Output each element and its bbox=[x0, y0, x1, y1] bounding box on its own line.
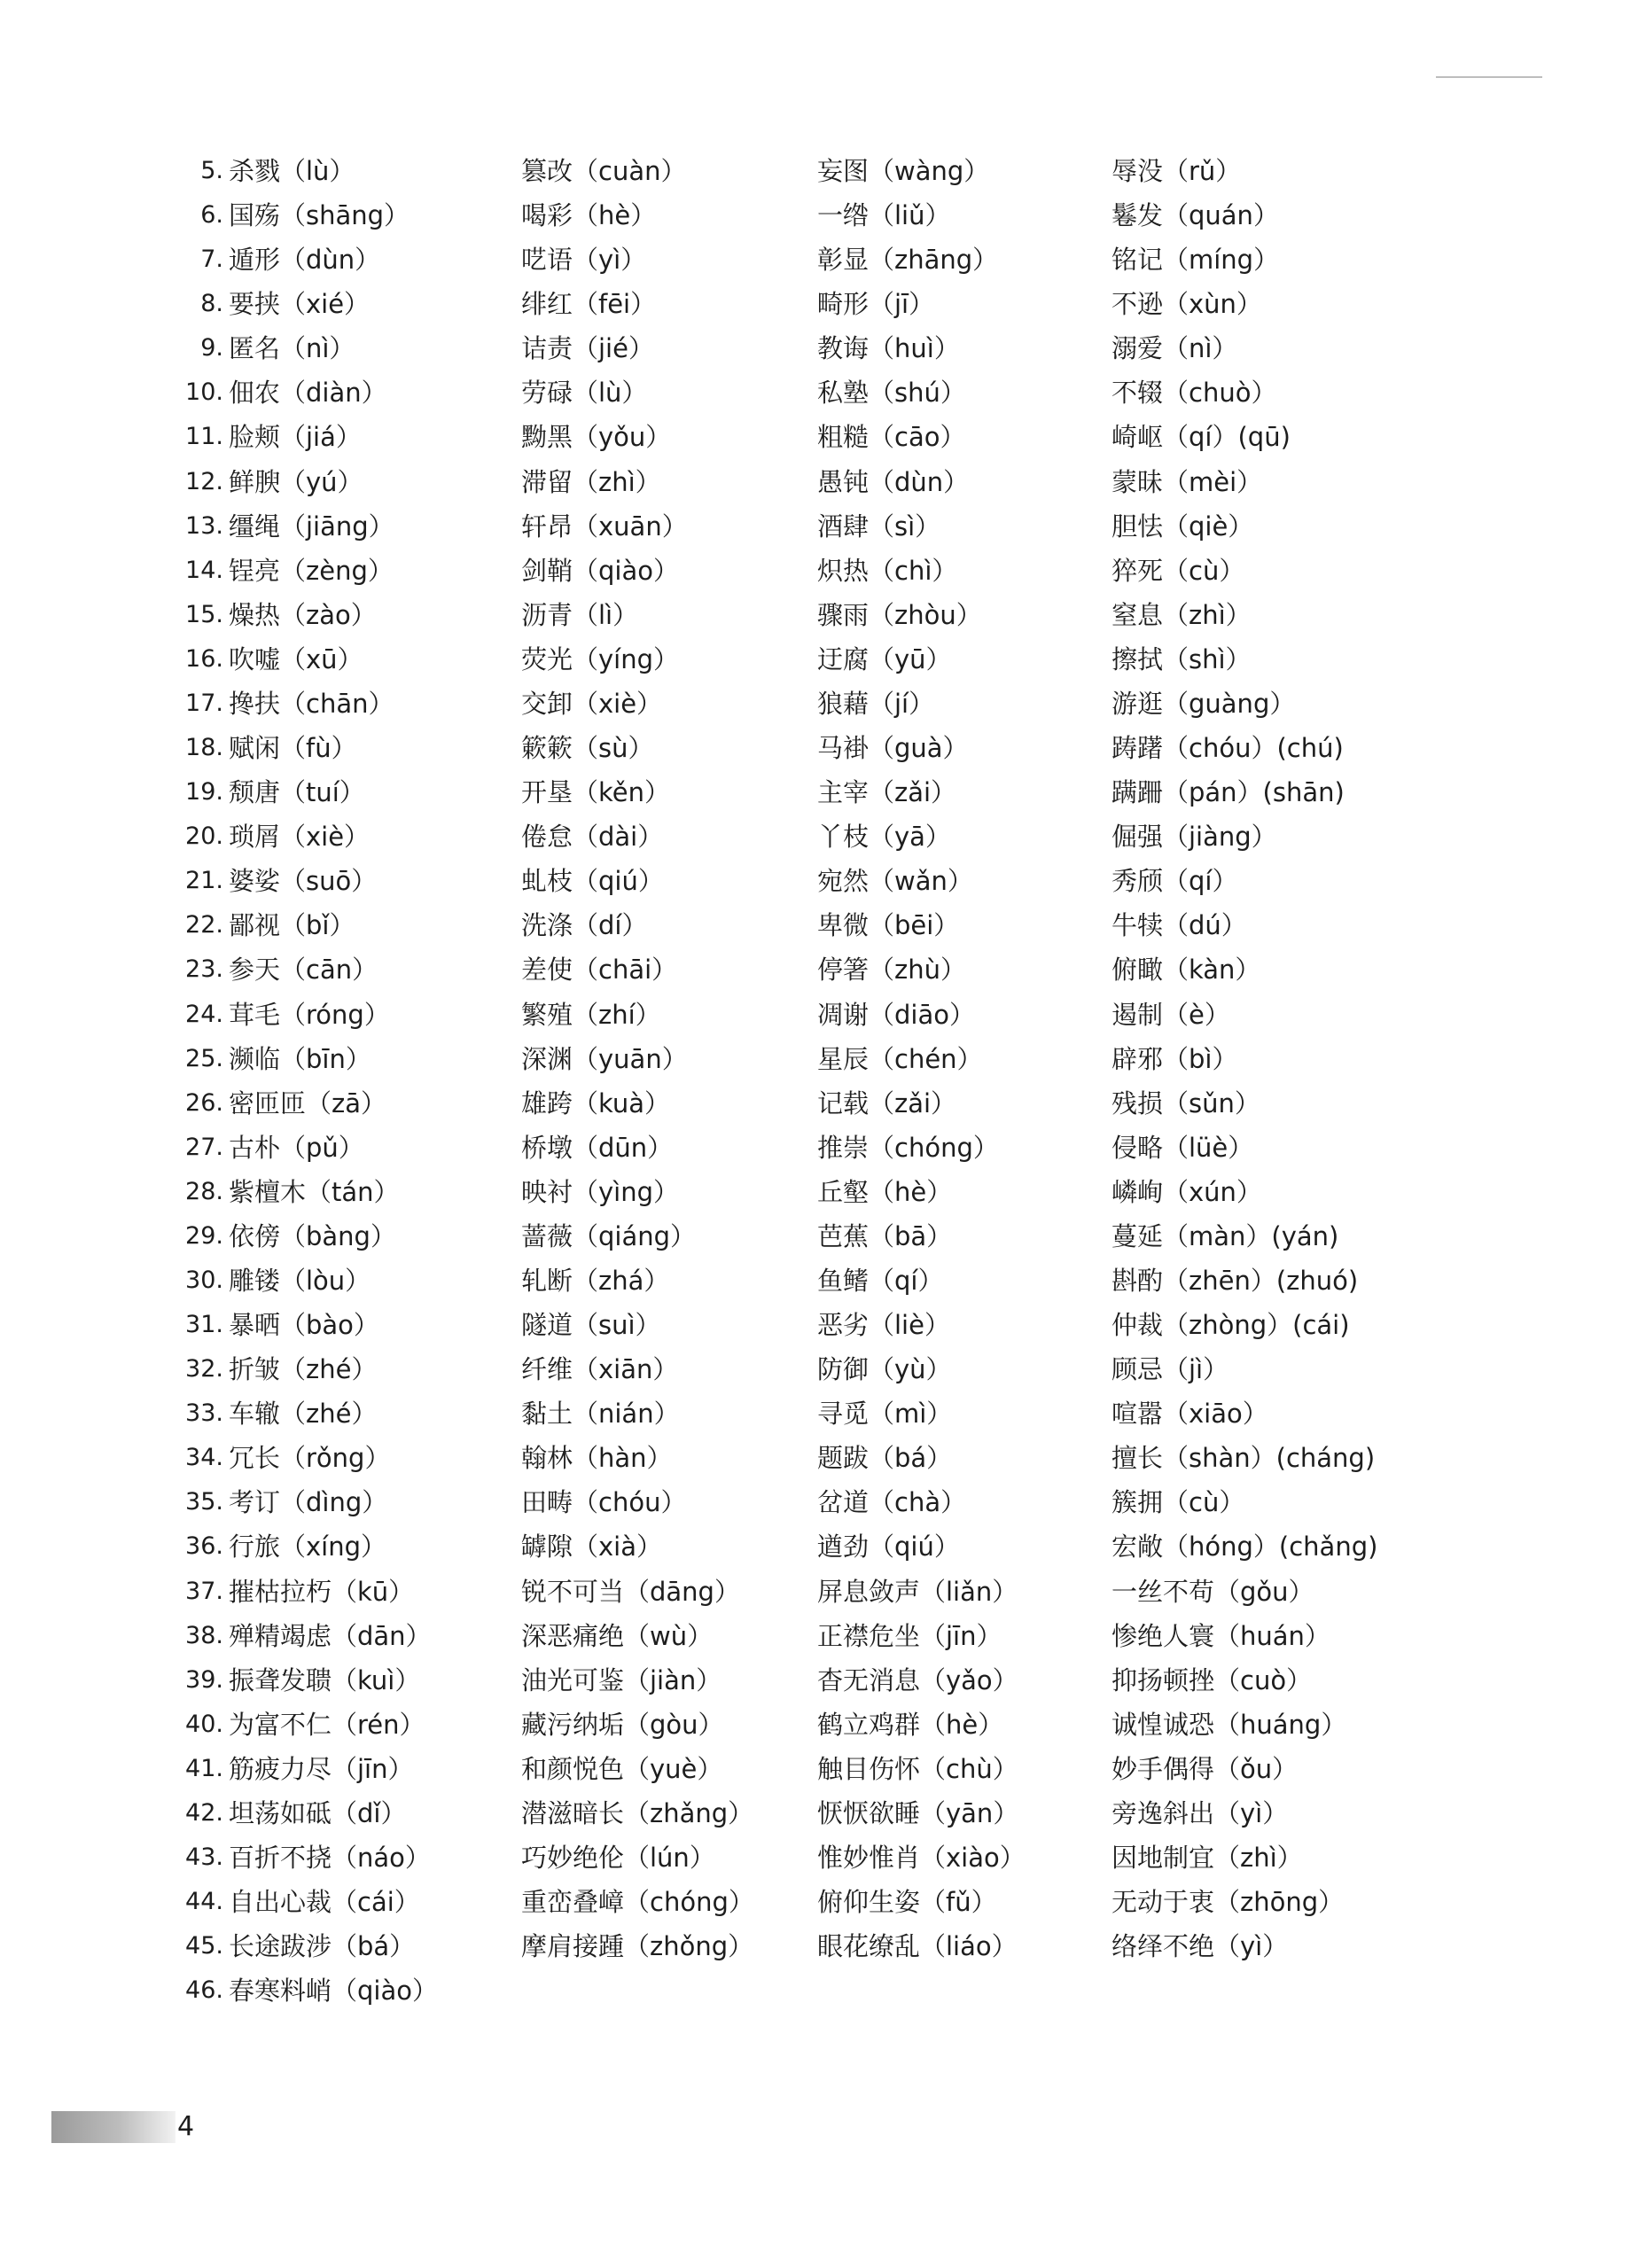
word-entry: 卑微（bēi） bbox=[817, 910, 960, 941]
item-number: 8. bbox=[200, 290, 223, 318]
word-entry: 摧枯拉朽（kū） bbox=[229, 1576, 415, 1607]
word-entry: 辱没（rǔ） bbox=[1112, 156, 1242, 186]
list-row bbox=[0, 370, 1638, 415]
word-entry: 遒劲（qiú） bbox=[817, 1531, 960, 1563]
word-entry: 踌躇（chóu）(chú) bbox=[1112, 733, 1344, 764]
word-entry: 迂腐（yū） bbox=[817, 643, 952, 674]
word-entry: 滞留（zhì） bbox=[521, 466, 661, 497]
item-number: 38. bbox=[185, 1621, 223, 1649]
word-entry: 筋疲力尽（jīn） bbox=[229, 1753, 414, 1784]
list-row bbox=[0, 903, 1638, 947]
item-number: 12. bbox=[185, 467, 223, 495]
word-entry: 雄跨（kuà） bbox=[521, 1087, 671, 1118]
list-row bbox=[0, 415, 1638, 459]
word-entry: 凋谢（diāo） bbox=[817, 999, 975, 1030]
word-entry: 开垦（kěn） bbox=[521, 777, 670, 808]
word-entry: 喧嚣（xiāo） bbox=[1112, 1399, 1268, 1430]
word-entry: 簌簌（sù） bbox=[521, 733, 654, 764]
word-entry: 仲裁（zhòng）(cái) bbox=[1112, 1310, 1350, 1341]
word-entry: 车辙（zhé） bbox=[229, 1399, 378, 1430]
item-number: 9. bbox=[200, 334, 223, 362]
word-entry: 绯红（fēi） bbox=[521, 289, 657, 320]
word-entry: 遁形（dùn） bbox=[229, 245, 381, 276]
word-entry: 暴晒（bào） bbox=[229, 1310, 379, 1341]
list-row bbox=[0, 770, 1638, 814]
word-entry: 无动于衷（zhōng） bbox=[1112, 1887, 1345, 1918]
word-entry: 差使（chāi） bbox=[521, 955, 678, 986]
word-entry: 春寒料峭（qiào） bbox=[229, 1976, 438, 2007]
word-entry: 剑鞘（qiào） bbox=[521, 555, 679, 586]
word-entry: 洗涤（dí） bbox=[521, 910, 648, 941]
list-row bbox=[0, 1835, 1638, 1880]
word-entry: 胆怯（qiè） bbox=[1112, 510, 1254, 542]
item-number: 44. bbox=[185, 1888, 223, 1916]
word-entry: 潜滋暗长（zhǎng） bbox=[521, 1797, 754, 1828]
item-number: 33. bbox=[185, 1399, 223, 1428]
word-entry: 参天（cān） bbox=[229, 955, 378, 986]
list-row bbox=[0, 1614, 1638, 1658]
word-entry: 婆娑（suō） bbox=[229, 866, 378, 897]
item-number: 24. bbox=[185, 1000, 223, 1028]
word-entry: 簇拥（cù） bbox=[1112, 1487, 1245, 1518]
word-entry: 篡改（cuàn） bbox=[521, 156, 687, 186]
word-entry: 国殇（shāng） bbox=[229, 200, 410, 231]
item-number: 39. bbox=[185, 1665, 223, 1694]
list-row bbox=[0, 1480, 1638, 1524]
word-entry: 俯瞰（kàn） bbox=[1112, 955, 1261, 986]
word-entry: 殚精竭虑（dān） bbox=[229, 1620, 432, 1651]
word-entry: 行旅（xíng） bbox=[229, 1531, 387, 1563]
word-entry: 残损（sǔn） bbox=[1112, 1087, 1260, 1118]
word-entry: 纤维（xiān） bbox=[521, 1354, 679, 1385]
word-entry: 百折不挠（náo） bbox=[229, 1843, 431, 1874]
word-entry: 鄙视（bǐ） bbox=[229, 910, 355, 941]
item-number: 21. bbox=[185, 867, 223, 895]
word-entry: 沥青（lì） bbox=[521, 599, 639, 630]
word-entry: 濒临（bīn） bbox=[229, 1043, 371, 1074]
word-entry: 蔓延（màn）(yán) bbox=[1112, 1220, 1339, 1251]
word-entry: 畸形（jī） bbox=[817, 289, 935, 320]
word-entry: 黝黑（yǒu） bbox=[521, 422, 672, 453]
word-entry: 一丝不苟（gǒu） bbox=[1112, 1576, 1314, 1607]
footer-bar bbox=[51, 2111, 176, 2143]
word-entry: 擦拭（shì） bbox=[1112, 643, 1252, 674]
word-entry: 要挟（xié） bbox=[229, 289, 370, 320]
word-entry: 抑扬顿挫（cuò） bbox=[1112, 1664, 1313, 1695]
list-row bbox=[0, 814, 1638, 859]
list-row bbox=[0, 1436, 1638, 1480]
list-row bbox=[0, 1747, 1638, 1791]
word-entry: 呓语（yì） bbox=[521, 245, 647, 276]
word-entry: 嶙峋（xún） bbox=[1112, 1176, 1262, 1207]
list-row bbox=[0, 326, 1638, 370]
word-entry: 坦荡如砥（dǐ） bbox=[229, 1797, 407, 1828]
word-entry: 推崇（chóng） bbox=[817, 1132, 999, 1163]
item-number: 23. bbox=[185, 955, 223, 984]
word-entry: 恹恹欲睡（yān） bbox=[817, 1797, 1019, 1828]
list-row bbox=[0, 549, 1638, 593]
word-entry: 深渊（yuān） bbox=[521, 1043, 688, 1074]
word-entry: 虬枝（qiú） bbox=[521, 866, 664, 897]
item-number: 6. bbox=[200, 201, 223, 230]
word-entry: 络绎不绝（yì） bbox=[1112, 1931, 1289, 1962]
list-row bbox=[0, 1570, 1638, 1614]
word-entry: 田畴（chóu） bbox=[521, 1487, 687, 1518]
item-number: 34. bbox=[185, 1444, 223, 1472]
word-entry: 俯仰生姿（fǔ） bbox=[817, 1887, 997, 1918]
word-entry: 依傍（bàng） bbox=[229, 1220, 396, 1251]
word-entry: 赋闲（fù） bbox=[229, 733, 357, 764]
word-entry: 振聋发聩（kuì） bbox=[229, 1664, 421, 1695]
item-number: 30. bbox=[185, 1266, 223, 1294]
word-entry: 遏制（è） bbox=[1112, 999, 1230, 1030]
word-entry: 为富不仁（rén） bbox=[229, 1709, 425, 1740]
word-entry: 摩肩接踵（zhǒng） bbox=[521, 1931, 754, 1962]
word-entry: 芭蕉（bā） bbox=[817, 1220, 953, 1251]
word-entry: 教诲（huì） bbox=[817, 333, 960, 364]
item-number: 22. bbox=[185, 911, 223, 939]
item-number: 10. bbox=[185, 378, 223, 407]
list-row bbox=[0, 947, 1638, 992]
word-entry: 宛然（wǎn） bbox=[817, 866, 973, 897]
word-entry: 彰显（zhāng） bbox=[817, 245, 999, 276]
word-entry: 隧道（suì） bbox=[521, 1310, 661, 1341]
word-entry: 猝死（cù） bbox=[1112, 555, 1245, 586]
word-entry: 不辍（chuò） bbox=[1112, 378, 1277, 409]
word-entry: 铭记（míng） bbox=[1112, 245, 1280, 276]
word-entry: 炽热（chì） bbox=[817, 555, 958, 586]
word-entry: 眼花缭乱（liáo） bbox=[817, 1931, 1018, 1962]
word-entry: 荧光（yíng） bbox=[521, 643, 680, 674]
word-entry: 侵略（lüè） bbox=[1112, 1132, 1254, 1163]
word-entry: 桥墩（dūn） bbox=[521, 1132, 674, 1163]
word-entry: 骤雨（zhòu） bbox=[817, 599, 982, 630]
word-entry: 一绺（liǔ） bbox=[817, 200, 951, 231]
item-number: 14. bbox=[185, 556, 223, 584]
word-entry: 愚钝（dùn） bbox=[817, 466, 970, 497]
word-entry: 溺爱（nì） bbox=[1112, 333, 1238, 364]
item-number: 42. bbox=[185, 1798, 223, 1827]
word-entry: 正襟危坐（jīn） bbox=[817, 1620, 1002, 1651]
word-entry: 马褂（guà） bbox=[817, 733, 969, 764]
word-entry: 自出心裁（cái） bbox=[229, 1887, 420, 1918]
word-entry: 劳碌（lù） bbox=[521, 378, 648, 409]
item-number: 15. bbox=[185, 600, 223, 628]
word-entry: 鬈发（quán） bbox=[1112, 200, 1279, 231]
word-entry: 题跋（bá） bbox=[817, 1443, 953, 1474]
word-entry: 巧妙绝伦（lún） bbox=[521, 1843, 715, 1874]
word-entry: 鱼鳍（qí） bbox=[817, 1266, 944, 1296]
item-number: 36. bbox=[185, 1532, 223, 1561]
item-number: 18. bbox=[185, 734, 223, 762]
word-entry: 鹤立鸡群（hè） bbox=[817, 1709, 1004, 1740]
word-entry: 秀颀（qí） bbox=[1112, 866, 1238, 897]
word-entry: 鲜腴（yú） bbox=[229, 466, 363, 497]
word-entry: 重峦叠嶂（chóng） bbox=[521, 1887, 754, 1918]
item-number: 27. bbox=[185, 1133, 223, 1161]
list-row bbox=[0, 1170, 1638, 1214]
word-entry: 油光可鉴（jiàn） bbox=[521, 1664, 722, 1695]
word-entry: 岔道（chà） bbox=[817, 1487, 967, 1518]
list-row bbox=[0, 859, 1638, 903]
word-entry: 搀扶（chān） bbox=[229, 688, 394, 719]
list-row bbox=[0, 1524, 1638, 1569]
list-row bbox=[0, 1658, 1638, 1703]
word-entry: 罅隙（xià） bbox=[521, 1531, 662, 1563]
list-row bbox=[0, 1880, 1638, 1924]
word-entry: 交卸（xiè） bbox=[521, 688, 663, 719]
word-entry: 锃亮（zèng） bbox=[229, 555, 394, 586]
word-entry: 脸颊（jiá） bbox=[229, 422, 362, 453]
word-entry: 密匝匝（zā） bbox=[229, 1087, 386, 1118]
item-number: 45. bbox=[185, 1932, 223, 1960]
item-number: 37. bbox=[185, 1577, 223, 1605]
word-entry: 粗糙（cāo） bbox=[817, 422, 966, 453]
item-number: 35. bbox=[185, 1488, 223, 1516]
list-row bbox=[0, 238, 1638, 282]
word-entry: 繁殖（zhí） bbox=[521, 999, 661, 1030]
word-entry: 因地制宜（zhì） bbox=[1112, 1843, 1303, 1874]
word-entry: 诚惶诚恐（huáng） bbox=[1112, 1709, 1347, 1740]
list-row bbox=[0, 193, 1638, 238]
word-entry: 蒙昧（mèi） bbox=[1112, 466, 1263, 497]
word-entry: 丘壑（hè） bbox=[817, 1176, 953, 1207]
item-number: 41. bbox=[185, 1754, 223, 1782]
word-entry: 琐屑（xiè） bbox=[229, 822, 370, 853]
word-entry: 冗长（rǒng） bbox=[229, 1443, 391, 1474]
word-entry: 惨绝人寰（huán） bbox=[1112, 1620, 1330, 1651]
word-entry: 燥热（zào） bbox=[229, 599, 377, 630]
word-entry: 佃农（diàn） bbox=[229, 378, 387, 409]
item-number: 31. bbox=[185, 1311, 223, 1339]
word-entry: 深恶痛绝（wù） bbox=[521, 1620, 714, 1651]
word-entry: 轧断（zhá） bbox=[521, 1266, 670, 1296]
word-entry: 辟邪（bì） bbox=[1112, 1043, 1238, 1074]
page-number: 4 bbox=[177, 2111, 195, 2142]
word-entry: 杀戮（lù） bbox=[229, 156, 355, 186]
word-entry: 擅长（shàn）(cháng) bbox=[1112, 1443, 1376, 1474]
item-number: 13. bbox=[185, 511, 223, 540]
item-number: 46. bbox=[185, 1976, 223, 2005]
item-number: 11. bbox=[185, 423, 223, 451]
list-row bbox=[0, 460, 1638, 504]
word-entry: 杳无消息（yǎo） bbox=[817, 1664, 1018, 1695]
word-entry: 锐不可当（dāng） bbox=[521, 1576, 740, 1607]
word-entry: 斟酌（zhēn）(zhuó) bbox=[1112, 1266, 1359, 1296]
word-entry: 匿名（nì） bbox=[229, 333, 355, 364]
word-entry: 长途跋涉（bá） bbox=[229, 1931, 416, 1962]
word-entry: 游逛（guàng） bbox=[1112, 688, 1296, 719]
word-entry: 诘责（jié） bbox=[521, 333, 654, 364]
word-entry: 和颜悦色（yuè） bbox=[521, 1753, 723, 1784]
word-entry: 妄图（wàng） bbox=[817, 156, 990, 186]
word-entry: 妙手偶得（ǒu） bbox=[1112, 1753, 1299, 1784]
item-number: 26. bbox=[185, 1088, 223, 1117]
item-number: 40. bbox=[185, 1710, 223, 1738]
list-row bbox=[0, 504, 1638, 549]
item-number: 32. bbox=[185, 1355, 223, 1383]
corner-mark bbox=[1436, 76, 1542, 78]
word-entry: 蹒跚（pán）(shān) bbox=[1112, 777, 1345, 808]
word-entry: 宏敞（hóng）(chǎng) bbox=[1112, 1531, 1378, 1563]
word-entry: 防御（yù） bbox=[817, 1354, 952, 1385]
list-row bbox=[0, 1391, 1638, 1436]
list-row bbox=[0, 1791, 1638, 1835]
word-entry: 主宰（zǎi） bbox=[817, 777, 957, 808]
list-row bbox=[0, 1126, 1638, 1170]
word-entry: 屏息敛声（liǎn） bbox=[817, 1576, 1018, 1607]
word-entry: 惟妙惟肖（xiào） bbox=[817, 1843, 1026, 1874]
item-number: 28. bbox=[185, 1177, 223, 1205]
word-entry: 藏污纳垢（gòu） bbox=[521, 1709, 724, 1740]
word-entry: 酒肆（sì） bbox=[817, 510, 941, 542]
list-row bbox=[0, 637, 1638, 682]
word-entry: 颓唐（tuí） bbox=[229, 777, 365, 808]
word-entry: 牛犊（dú） bbox=[1112, 910, 1247, 941]
list-row bbox=[0, 149, 1638, 193]
word-entry: 缰绳（jiāng） bbox=[229, 510, 394, 542]
word-entry: 吹嘘（xū） bbox=[229, 643, 363, 674]
word-entry: 狼藉（jí） bbox=[817, 688, 935, 719]
word-entry: 喝彩（hè） bbox=[521, 200, 657, 231]
word-entry: 雕镂（lòu） bbox=[229, 1266, 371, 1296]
word-entry: 倦怠（dài） bbox=[521, 822, 664, 853]
list-row bbox=[0, 1303, 1638, 1347]
word-entry: 紫檀木（tán） bbox=[229, 1176, 400, 1207]
item-number: 25. bbox=[185, 1044, 223, 1072]
word-entry: 折皱（zhé） bbox=[229, 1354, 378, 1385]
word-entry: 寻觅（mì） bbox=[817, 1399, 953, 1430]
list-row bbox=[0, 1703, 1638, 1747]
word-entry: 映衬（yìng） bbox=[521, 1176, 680, 1207]
word-entry: 考订（dìng） bbox=[229, 1487, 388, 1518]
word-entry: 不逊（xùn） bbox=[1112, 289, 1262, 320]
list-row bbox=[0, 593, 1638, 637]
word-entry: 古朴（pǔ） bbox=[229, 1132, 364, 1163]
list-row bbox=[0, 1259, 1638, 1303]
item-number: 5. bbox=[200, 157, 223, 184]
item-number: 7. bbox=[200, 246, 223, 274]
word-entry: 倔强（jiàng） bbox=[1112, 822, 1277, 853]
list-row bbox=[0, 282, 1638, 326]
list-row bbox=[0, 1347, 1638, 1391]
list-row bbox=[0, 1037, 1638, 1081]
word-entry: 翰林（hàn） bbox=[521, 1443, 673, 1474]
word-entry: 顾忌（jì） bbox=[1112, 1354, 1229, 1385]
word-entry: 私塾（shú） bbox=[817, 378, 966, 409]
item-number: 16. bbox=[185, 644, 223, 673]
item-number: 17. bbox=[185, 689, 223, 717]
word-entry: 蔷薇（qiáng） bbox=[521, 1220, 697, 1251]
word-entry: 星辰（chén） bbox=[817, 1043, 983, 1074]
item-number: 29. bbox=[185, 1221, 223, 1250]
item-number: 20. bbox=[185, 822, 223, 851]
word-entry: 恶劣（liè） bbox=[817, 1310, 950, 1341]
word-entry: 茸毛（róng） bbox=[229, 999, 390, 1030]
list-row bbox=[0, 1081, 1638, 1126]
list-row bbox=[0, 993, 1638, 1037]
item-number: 43. bbox=[185, 1843, 223, 1872]
word-entry: 丫枝（yā） bbox=[817, 822, 951, 853]
word-entry: 记载（zǎi） bbox=[817, 1087, 957, 1118]
list-row bbox=[0, 682, 1638, 726]
list-row bbox=[0, 1214, 1638, 1259]
word-entry: 窒息（zhì） bbox=[1112, 599, 1252, 630]
word-entry: 黏土（nián） bbox=[521, 1399, 680, 1430]
list-row bbox=[0, 1924, 1638, 1968]
word-entry: 轩昂（xuān） bbox=[521, 510, 688, 542]
list-row bbox=[0, 726, 1638, 770]
word-entry: 触目伤怀（chù） bbox=[817, 1753, 1018, 1784]
word-entry: 停箸（zhù） bbox=[817, 955, 966, 986]
word-entry: 崎岖（qí）(qū) bbox=[1112, 422, 1291, 453]
list-row bbox=[0, 1968, 1638, 2013]
item-number: 19. bbox=[185, 778, 223, 807]
word-entry: 旁逸斜出（yì） bbox=[1112, 1797, 1289, 1828]
